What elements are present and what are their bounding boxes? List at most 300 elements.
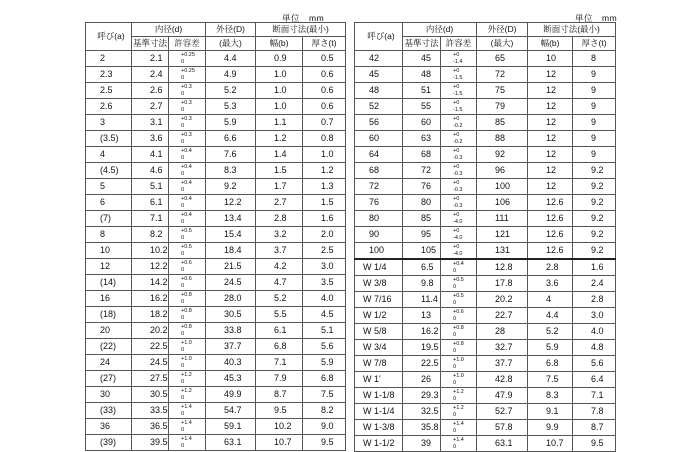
designation-cell: (3.5) bbox=[86, 131, 132, 147]
inner-diameter-cell: 13 bbox=[403, 308, 441, 324]
designation-cell: 52 bbox=[355, 99, 403, 115]
width-cell: 4.7 bbox=[256, 275, 303, 291]
tolerance-lower: 0 bbox=[181, 219, 185, 225]
outer-diameter-cell: 88 bbox=[477, 131, 528, 147]
thickness-cell: 9.2 bbox=[573, 243, 616, 260]
designation-cell: W 1-1/4 bbox=[355, 404, 403, 420]
thickness-cell: 3.0 bbox=[573, 308, 616, 324]
table-row bbox=[355, 99, 616, 115]
inner-diameter-cell: 105 bbox=[403, 243, 441, 260]
thickness-cell: 9.2 bbox=[573, 179, 616, 195]
table-row bbox=[86, 291, 346, 307]
tolerance-lower: 0 bbox=[453, 396, 457, 402]
designation-cell: (22) bbox=[86, 339, 132, 355]
width-cell: 12 bbox=[528, 115, 573, 131]
tolerance-lower: 0 bbox=[453, 284, 457, 290]
designation-cell: 48 bbox=[355, 83, 403, 99]
width-cell: 3.6 bbox=[528, 276, 573, 292]
designation-cell: 20 bbox=[86, 323, 132, 339]
tolerance-lower: -4.0 bbox=[453, 235, 463, 241]
thickness-cell: 2.4 bbox=[573, 276, 616, 292]
base-dim-header: 基準寸法 bbox=[403, 37, 441, 51]
tolerance-lower: 0 bbox=[181, 155, 185, 161]
table-row bbox=[86, 211, 346, 227]
table-row bbox=[355, 195, 616, 211]
width-cell: 10.2 bbox=[256, 419, 303, 435]
inner-diameter-cell: 68 bbox=[403, 147, 441, 163]
tolerance-cell bbox=[169, 179, 206, 195]
thickness-cell: 1.6 bbox=[573, 259, 616, 276]
tolerance-upper: +0.4 bbox=[181, 212, 192, 218]
table-row bbox=[355, 115, 616, 131]
width-cell: 12 bbox=[528, 83, 573, 99]
tolerance-upper: +0.3 bbox=[181, 100, 192, 106]
tolerance-upper: +0 bbox=[453, 212, 460, 218]
designation-cell: (4.5) bbox=[86, 163, 132, 179]
thickness-cell: 1.0 bbox=[303, 147, 346, 163]
inner-diameter-cell: 19.5 bbox=[403, 340, 441, 356]
tolerance-upper: +0 bbox=[453, 148, 460, 154]
base-dim-header: 基準寸法 bbox=[132, 37, 169, 51]
tolerance-cell bbox=[441, 340, 477, 356]
inner-diameter-cell: 4.1 bbox=[132, 147, 169, 163]
thickness-cell: 0.8 bbox=[303, 131, 346, 147]
designation-cell: 8 bbox=[86, 227, 132, 243]
outer-diameter-cell: 20.2 bbox=[477, 292, 528, 308]
table-row bbox=[355, 147, 616, 163]
tolerance-lower: 0 bbox=[453, 268, 457, 274]
table-row bbox=[355, 83, 616, 99]
width-cell: 12.6 bbox=[528, 243, 573, 260]
designation-cell: 76 bbox=[355, 195, 403, 211]
designation-cell: 12 bbox=[86, 259, 132, 275]
tolerance-cell bbox=[441, 147, 477, 163]
thickness-cell: 9 bbox=[573, 67, 616, 83]
inner-diameter-cell: 76 bbox=[403, 179, 441, 195]
thickness-cell: 9 bbox=[573, 131, 616, 147]
tolerance-lower: -1.5 bbox=[453, 91, 463, 97]
tolerance-cell bbox=[441, 131, 477, 147]
designation-cell: 24 bbox=[86, 355, 132, 371]
width-cell: 6.1 bbox=[256, 323, 303, 339]
thickness-cell: 2.8 bbox=[573, 292, 616, 308]
tolerance-cell bbox=[169, 195, 206, 211]
table-row bbox=[355, 340, 616, 356]
outer-diameter-cell: 131 bbox=[477, 243, 528, 260]
tolerance-cell bbox=[441, 163, 477, 179]
tolerance-cell bbox=[441, 388, 477, 404]
tolerance-upper: +0.25 bbox=[181, 68, 195, 74]
tolerance-upper: +1.0 bbox=[181, 356, 192, 362]
designation-cell: (14) bbox=[86, 275, 132, 291]
designation-cell: 64 bbox=[355, 147, 403, 163]
tolerance-cell bbox=[169, 291, 206, 307]
width-cell: 7.5 bbox=[528, 372, 573, 388]
thickness-cell: 5.1 bbox=[303, 323, 346, 339]
width-cell: 12 bbox=[528, 67, 573, 83]
inner-diameter-cell: 20.2 bbox=[132, 323, 169, 339]
tolerance-header: 許容差 bbox=[169, 37, 206, 51]
tolerance-upper: +1.4 bbox=[181, 420, 192, 426]
inner-diameter-cell: 36.5 bbox=[132, 419, 169, 435]
tolerance-upper: +1.2 bbox=[181, 372, 192, 378]
tolerance-cell bbox=[169, 243, 206, 259]
table-row bbox=[86, 243, 346, 259]
tolerance-upper: +0.8 bbox=[181, 292, 192, 298]
tolerance-upper: +1.0 bbox=[453, 357, 464, 363]
table-row bbox=[86, 195, 346, 211]
thickness-cell: 9.2 bbox=[573, 163, 616, 179]
outer-diameter-cell: 12.8 bbox=[477, 259, 528, 276]
tolerance-lower: 0 bbox=[181, 91, 185, 97]
outer-diameter-cell: 7.6 bbox=[206, 147, 256, 163]
designation-cell: 45 bbox=[355, 67, 403, 83]
designation-cell: W 1-3/8 bbox=[355, 420, 403, 436]
outer-diameter-cell: 72 bbox=[477, 67, 528, 83]
width-cell: 12 bbox=[528, 147, 573, 163]
thickness-cell: 6.8 bbox=[303, 371, 346, 387]
width-cell: 4 bbox=[528, 292, 573, 308]
tolerance-lower: -1.5 bbox=[453, 107, 463, 113]
tolerance-upper: +0.6 bbox=[181, 260, 192, 266]
tolerance-lower: 0 bbox=[181, 75, 185, 81]
width-cell: 3.7 bbox=[256, 243, 303, 259]
thickness-cell: 9.2 bbox=[573, 211, 616, 227]
tolerance-lower: -0.3 bbox=[453, 155, 463, 161]
inner-diameter-cell: 2.6 bbox=[132, 83, 169, 99]
tolerance-upper: +0 bbox=[453, 132, 460, 138]
inner-diameter-cell: 22.5 bbox=[132, 339, 169, 355]
width-cell: 8.3 bbox=[528, 388, 573, 404]
table-row bbox=[86, 259, 346, 275]
tolerance-lower: 0 bbox=[181, 235, 185, 241]
tolerance-lower: -4.0 bbox=[453, 251, 463, 257]
outer-diameter-cell: 8.3 bbox=[206, 163, 256, 179]
thickness-cell: 1.3 bbox=[303, 179, 346, 195]
designation-cell: W 7/8 bbox=[355, 356, 403, 372]
designation-cell: (18) bbox=[86, 307, 132, 323]
thickness-cell: 1.6 bbox=[303, 211, 346, 227]
tolerance-lower: 0 bbox=[181, 395, 185, 401]
tolerance-cell bbox=[441, 227, 477, 243]
inner-diameter-cell: 18.2 bbox=[132, 307, 169, 323]
thickness-cell: 0.6 bbox=[303, 83, 346, 99]
outer-diameter-cell: 21.5 bbox=[206, 259, 256, 275]
inner-diameter-cell: 12.2 bbox=[132, 259, 169, 275]
width-cell: 4.2 bbox=[256, 259, 303, 275]
outer-diameter-cell: 96 bbox=[477, 163, 528, 179]
tolerance-upper: +1.4 bbox=[181, 404, 192, 410]
tolerance-upper: +0 bbox=[453, 196, 460, 202]
inner-diameter-cell: 39 bbox=[403, 436, 441, 452]
thickness-cell: 8 bbox=[573, 51, 616, 67]
tolerance-lower: 0 bbox=[181, 331, 185, 337]
thickness-cell: 4.5 bbox=[303, 307, 346, 323]
tolerance-upper: +0.6 bbox=[181, 276, 192, 282]
inner-diameter-cell: 29.3 bbox=[403, 388, 441, 404]
width-cell: 7.9 bbox=[256, 371, 303, 387]
outer-diameter-cell: 13.4 bbox=[206, 211, 256, 227]
tolerance-lower: 0 bbox=[453, 300, 457, 306]
width-cell: 1.7 bbox=[256, 179, 303, 195]
spec-table-right bbox=[354, 22, 616, 452]
tolerance-lower: 0 bbox=[181, 379, 185, 385]
table-row bbox=[355, 324, 616, 340]
width-cell: 12 bbox=[528, 163, 573, 179]
thickness-cell: 9 bbox=[573, 115, 616, 131]
table-row bbox=[86, 51, 346, 67]
width-cell: 6.8 bbox=[256, 339, 303, 355]
table-row bbox=[86, 307, 346, 323]
tolerance-upper: +0.8 bbox=[181, 308, 192, 314]
tolerance-lower: 0 bbox=[181, 363, 185, 369]
table-row bbox=[355, 292, 616, 308]
tolerance-cell bbox=[169, 99, 206, 115]
outer-diameter-cell: 49.9 bbox=[206, 387, 256, 403]
table-row bbox=[355, 388, 616, 404]
tolerance-cell bbox=[169, 51, 206, 67]
outer-diameter-cell: 121 bbox=[477, 227, 528, 243]
tolerance-lower: 0 bbox=[181, 59, 185, 65]
tolerance-upper: +0.8 bbox=[453, 341, 464, 347]
tolerance-cell bbox=[169, 227, 206, 243]
inner-diameter-cell: 2.4 bbox=[132, 67, 169, 83]
thickness-cell: 6.4 bbox=[573, 372, 616, 388]
outer-diameter-cell: 45.3 bbox=[206, 371, 256, 387]
tolerance-upper: +0.5 bbox=[453, 277, 464, 283]
inner-diameter-cell: 80 bbox=[403, 195, 441, 211]
inner-diameter-cell: 24.5 bbox=[132, 355, 169, 371]
tolerance-upper: +1.0 bbox=[181, 340, 192, 346]
width-cell: 2.8 bbox=[256, 211, 303, 227]
inner-diameter-cell: 7.1 bbox=[132, 211, 169, 227]
tolerance-cell bbox=[169, 211, 206, 227]
thickness-cell: 8.7 bbox=[573, 420, 616, 436]
thickness-cell: 5.6 bbox=[573, 356, 616, 372]
outer-diameter-cell: 63.1 bbox=[477, 436, 528, 452]
thickness-cell: 4.0 bbox=[573, 324, 616, 340]
tolerance-upper: +0.6 bbox=[453, 309, 464, 315]
tolerance-cell bbox=[441, 420, 477, 436]
tolerance-upper: +0 bbox=[453, 180, 460, 186]
tolerance-cell bbox=[169, 131, 206, 147]
inner-diameter-cell: 32.5 bbox=[403, 404, 441, 420]
table-row bbox=[355, 356, 616, 372]
outer-diameter-cell: 47.9 bbox=[477, 388, 528, 404]
designation-header: 呼び(a) bbox=[86, 23, 132, 51]
tolerance-lower: 0 bbox=[453, 316, 457, 322]
thickness-cell: 9.5 bbox=[303, 435, 346, 451]
thickness-cell: 0.6 bbox=[303, 99, 346, 115]
tolerance-lower: -1.5 bbox=[453, 75, 463, 81]
inner-diameter-cell: 16.2 bbox=[132, 291, 169, 307]
tolerance-upper: +1.2 bbox=[453, 389, 464, 395]
width-cell: 9.9 bbox=[528, 420, 573, 436]
outer-diameter-cell: 42.8 bbox=[477, 372, 528, 388]
table-row bbox=[86, 131, 346, 147]
inner-diameter-cell: 2.1 bbox=[132, 51, 169, 67]
max-header: (最大) bbox=[206, 37, 256, 51]
tolerance-lower: 0 bbox=[453, 380, 457, 386]
thickness-cell: 2.0 bbox=[303, 227, 346, 243]
tolerance-header: 許容差 bbox=[441, 37, 477, 51]
table-row bbox=[86, 339, 346, 355]
thickness-cell: 9 bbox=[573, 99, 616, 115]
width-cell: 1.0 bbox=[256, 83, 303, 99]
width-cell: 1.4 bbox=[256, 147, 303, 163]
tolerance-upper: +1.4 bbox=[181, 436, 192, 442]
inner-diameter-cell: 4.6 bbox=[132, 163, 169, 179]
designation-cell: W 1-1/8 bbox=[355, 388, 403, 404]
tolerance-lower: -1.4 bbox=[453, 59, 463, 65]
table-row bbox=[355, 276, 616, 292]
tolerance-lower: -0.2 bbox=[453, 123, 463, 129]
outer-diameter-cell: 9.2 bbox=[206, 179, 256, 195]
tolerance-cell bbox=[441, 115, 477, 131]
tolerance-upper: +0 bbox=[453, 244, 460, 250]
outer-diameter-cell: 65 bbox=[477, 51, 528, 67]
inner-diameter-cell: 45 bbox=[403, 51, 441, 67]
outer-diameter-cell: 106 bbox=[477, 195, 528, 211]
outer-diameter-cell: 33.8 bbox=[206, 323, 256, 339]
designation-cell: 80 bbox=[355, 211, 403, 227]
tolerance-lower: 0 bbox=[181, 251, 185, 257]
tolerance-lower: 0 bbox=[453, 332, 457, 338]
table-row bbox=[86, 67, 346, 83]
designation-cell: W 1/4 bbox=[355, 259, 403, 276]
thickness-cell: 7.1 bbox=[573, 388, 616, 404]
width-cell: 9.1 bbox=[528, 404, 573, 420]
tolerance-lower: -0.3 bbox=[453, 203, 463, 209]
tolerance-upper: +0.5 bbox=[453, 293, 464, 299]
designation-cell: 100 bbox=[355, 243, 403, 260]
width-cell: 0.9 bbox=[256, 51, 303, 67]
designation-cell: W 5/8 bbox=[355, 324, 403, 340]
tolerance-cell bbox=[169, 403, 206, 419]
tolerance-upper: +0.8 bbox=[181, 324, 192, 330]
thickness-cell: 0.6 bbox=[303, 67, 346, 83]
tolerance-upper: +0.8 bbox=[453, 325, 464, 331]
tolerance-cell bbox=[441, 211, 477, 227]
tolerance-cell bbox=[169, 163, 206, 179]
inner-diameter-cell: 95 bbox=[403, 227, 441, 243]
outer-diameter-cell: 52.7 bbox=[477, 404, 528, 420]
designation-cell: 2.3 bbox=[86, 67, 132, 83]
designation-cell: 2.6 bbox=[86, 99, 132, 115]
thickness-cell: 1.2 bbox=[303, 163, 346, 179]
tolerance-lower: 0 bbox=[181, 315, 185, 321]
outer-diameter-cell: 5.2 bbox=[206, 83, 256, 99]
thickness-cell: 9.2 bbox=[573, 227, 616, 243]
inner-diameter-cell: 5.1 bbox=[132, 179, 169, 195]
width-cell: 1.0 bbox=[256, 99, 303, 115]
outer-diameter-cell: 32.7 bbox=[477, 340, 528, 356]
tolerance-lower: 0 bbox=[181, 347, 185, 353]
tolerance-upper: +0.4 bbox=[181, 164, 192, 170]
tolerance-cell bbox=[169, 339, 206, 355]
tolerance-cell bbox=[441, 51, 477, 67]
designation-cell: W 3/8 bbox=[355, 276, 403, 292]
width-cell: 12.6 bbox=[528, 195, 573, 211]
outer-diameter-cell: 5.9 bbox=[206, 115, 256, 131]
thickness-cell: 7.8 bbox=[573, 404, 616, 420]
width-cell: 2.8 bbox=[528, 259, 573, 276]
outer-diameter-cell: 17.8 bbox=[477, 276, 528, 292]
designation-cell: 2 bbox=[86, 51, 132, 67]
spec-table-left bbox=[85, 22, 346, 451]
width-cell: 1.1 bbox=[256, 115, 303, 131]
tolerance-upper: +0 bbox=[453, 68, 460, 74]
thickness-cell: 7.5 bbox=[303, 387, 346, 403]
designation-cell: 6 bbox=[86, 195, 132, 211]
thickness-cell: 9.0 bbox=[303, 419, 346, 435]
table-row bbox=[86, 163, 346, 179]
outer-diameter-cell: 79 bbox=[477, 99, 528, 115]
designation-cell: 60 bbox=[355, 131, 403, 147]
width-cell: 9.5 bbox=[256, 403, 303, 419]
tolerance-lower: 0 bbox=[181, 171, 185, 177]
inner-diameter-cell: 39.5 bbox=[132, 435, 169, 451]
inner-diameter-cell: 16.2 bbox=[403, 324, 441, 340]
designation-cell: (39) bbox=[86, 435, 132, 451]
tolerance-upper: +0.5 bbox=[181, 228, 192, 234]
thickness-cell: 0.5 bbox=[303, 51, 346, 67]
tolerance-cell bbox=[441, 243, 477, 260]
table-row bbox=[355, 67, 616, 83]
table-row bbox=[86, 371, 346, 387]
designation-cell: 42 bbox=[355, 51, 403, 67]
tolerance-lower: 0 bbox=[453, 444, 457, 450]
tolerance-upper: +0.4 bbox=[181, 196, 192, 202]
designation-cell: W 1' bbox=[355, 372, 403, 388]
designation-cell: 16 bbox=[86, 291, 132, 307]
tolerance-cell bbox=[169, 419, 206, 435]
inner-diameter-cell: 11.4 bbox=[403, 292, 441, 308]
designation-cell: 56 bbox=[355, 115, 403, 131]
inner-diameter-cell: 6.1 bbox=[132, 195, 169, 211]
thickness-header: 厚さ(t) bbox=[573, 37, 616, 51]
outer-diameter-cell: 5.3 bbox=[206, 99, 256, 115]
outer-diameter-cell: 6.6 bbox=[206, 131, 256, 147]
table-row bbox=[355, 404, 616, 420]
tolerance-cell bbox=[441, 324, 477, 340]
outer-diameter-cell: 12.2 bbox=[206, 195, 256, 211]
tolerance-upper: +0.5 bbox=[181, 244, 192, 250]
thickness-cell: 9 bbox=[573, 147, 616, 163]
outer-diameter-cell: 28 bbox=[477, 324, 528, 340]
tolerance-lower: 0 bbox=[181, 123, 185, 129]
thickness-cell: 5.6 bbox=[303, 339, 346, 355]
designation-cell: 10 bbox=[86, 243, 132, 259]
tolerance-lower: 0 bbox=[181, 267, 185, 273]
table-row bbox=[86, 99, 346, 115]
table-row bbox=[86, 179, 346, 195]
table-row bbox=[355, 420, 616, 436]
outer-diameter-cell: 30.5 bbox=[206, 307, 256, 323]
thickness-cell: 0.7 bbox=[303, 115, 346, 131]
width-cell: 10.7 bbox=[256, 435, 303, 451]
thickness-cell: 1.5 bbox=[303, 195, 346, 211]
tolerance-upper: +1.0 bbox=[453, 373, 464, 379]
table-row bbox=[86, 435, 346, 451]
tolerance-upper: +1.2 bbox=[453, 405, 464, 411]
tolerance-lower: 0 bbox=[181, 203, 185, 209]
header-row bbox=[86, 23, 346, 37]
thickness-cell: 9.2 bbox=[573, 195, 616, 211]
inner-diameter-cell: 51 bbox=[403, 83, 441, 99]
width-cell: 1.0 bbox=[256, 67, 303, 83]
tolerance-cell bbox=[169, 147, 206, 163]
